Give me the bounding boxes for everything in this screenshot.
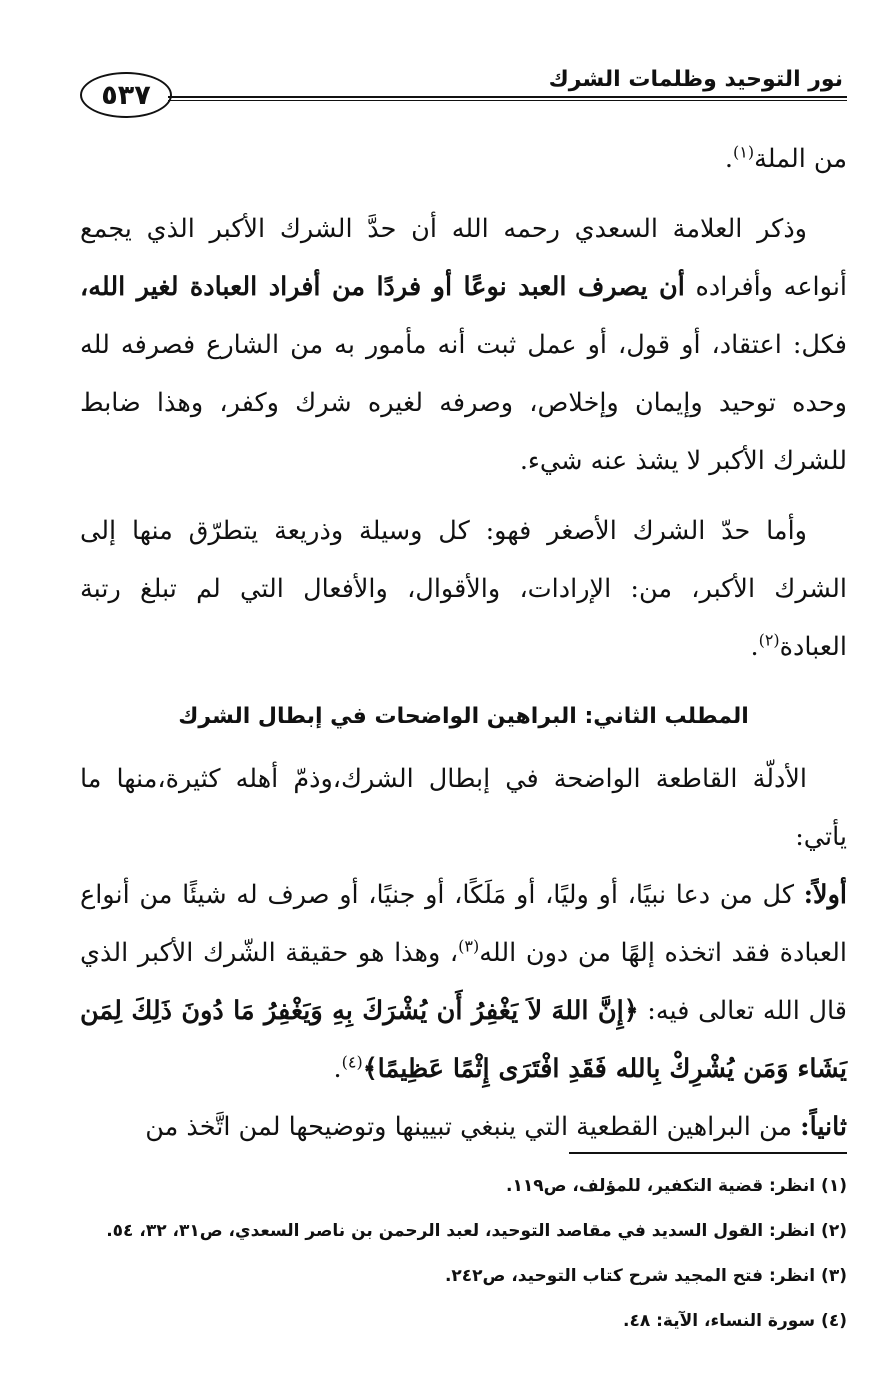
paragraph-3: وأما حدّ الشرك الأصغر فهو: كل وسيلة وذريعة يتطرّق منها إلى الشرك الأكبر، من: الإرادات، والأقوال، والأفعال التي لم تبلغ رتبة العبادة$^{(٢)}$. — [80, 516, 847, 662]
point-label: أولاً: — [803, 880, 847, 910]
footnote-rule — [569, 1152, 847, 1154]
section-title: المطلب الثاني: البراهين الواضحات في إبطال الشرك — [178, 704, 749, 729]
main-text — [80, 130, 847, 1156]
footnote-1: (١) انظر: قضية التكفير، للمؤلف، ص١١٩. — [506, 1176, 847, 1196]
footnote-4: (٤) سورة النساء، الآية: ٤٨. — [622, 1311, 847, 1331]
point-label: ثانياً: — [800, 1112, 847, 1142]
footnote-ref: (٣) — [458, 936, 480, 956]
footnote-ref: (١) — [733, 142, 755, 162]
running-title: نور التوحيد وظلمات الشرك — [548, 67, 843, 92]
paragraph-5: أولاً: كل من دعا نبيًا، أو وليًا، أو مَلَكًا، أو جنيًا، أو صرف له شيئًا من أنواع العبادة فقد اتخذه إلهًا من دون الله$^{(٣)}$، وهذا هو حقيقة الشّرك الأكبر الذي قال الله تعالى فيه: ﴿إِنَّ اللهَ لاَ يَغْفِرُ أَن يُشْرَكَ بِهِ وَيَغْفِرُ مَا دُونَ ذَلِكَ لِمَن يَشَاء وَمَن يُشْرِكْ بِالله فَقَدِ افْتَرَى إِثْمًا عَظِيمًا﴾$^{(٤)}$. — [80, 880, 847, 1084]
paragraph-1: من الملة$^{(١)}$. — [724, 142, 847, 174]
paragraph-2: وذكر العلامة السعدي رحمه الله أن حدَّ الشرك الأكبر الذي يجمع أنواعه وأفراده أن يصرف العبد نوعًا أو فردًا من أفراد العبادة لغير الله، فكل: اعتقاد، أو قول، أو عمل ثبت أنه مأمور به من الشارع فصرفه لله وحده توحيد وإيمان وإخلاص، وصرفه لغيره شرك وكفر، وهذا ضابط للشرك الأكبر لا يشذ عنه شيء. — [80, 214, 848, 476]
page-number: ٥٣٧ — [80, 72, 172, 118]
footnote-ref: (٤) — [341, 1052, 363, 1072]
footnote-2: (٢) انظر: القول السديد في مقاصد التوحيد، لعبد الرحمن بن ناصر السعدي، ص٣١، ٣٢، ٥٤. — [106, 1221, 847, 1241]
quran-verse: ﴿إِنَّ اللهَ لاَ يَغْفِرُ أَن يُشْرَكَ بِهِ وَيَغْفِرُ مَا دُونَ ذَلِكَ لِمَن يَشَاء وَمَن يُشْرِكْ بِالله فَقَدِ افْتَرَى إِثْمًا عَظِيمًا﴾ — [80, 996, 847, 1084]
footnote-3: (٣) انظر: فتح المجيد شرح كتاب التوحيد، ص٢٤٢. — [444, 1266, 847, 1286]
footnotes — [80, 1164, 847, 1344]
emphasis-definition: أن يصرف العبد نوعًا أو فردًا من أفراد العبادة لغير الله، — [80, 272, 685, 302]
paragraph-6: ثانياً: من البراهين القطعية التي ينبغي تبيينها وتوضيحها لمن اتَّخذ من — [145, 1112, 847, 1142]
footnote-ref: (٢) — [758, 630, 780, 650]
header-rule — [168, 96, 847, 101]
paragraph-4: الأدلّة القاطعة الواضحة في إبطال الشرك،وذمّ أهله كثيرة،منها ما يأتي: — [80, 764, 847, 852]
